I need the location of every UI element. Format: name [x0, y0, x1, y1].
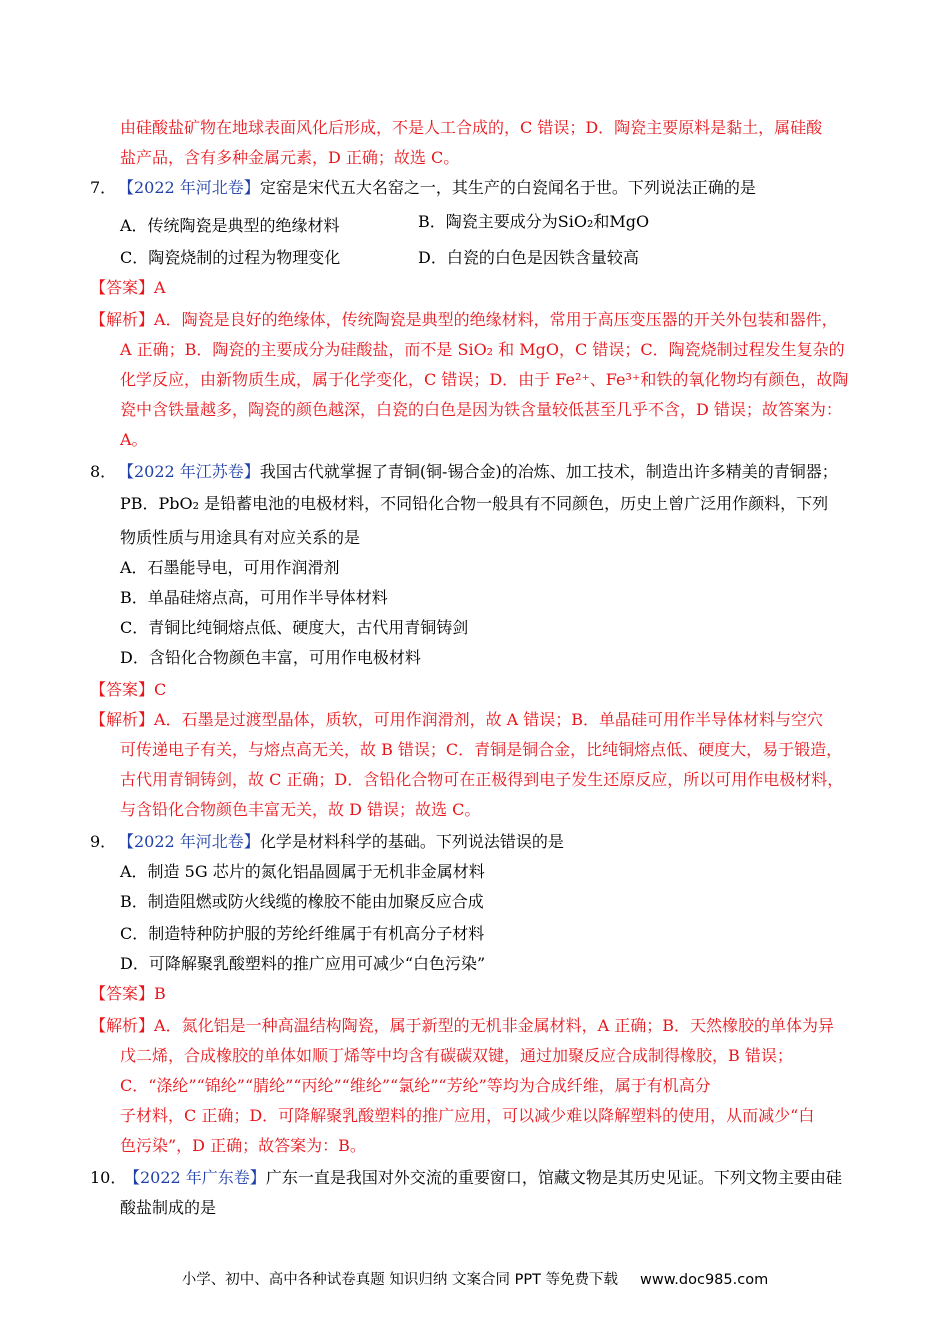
question-stem: 【2022 年河北卷】化学是材料科学的基础。下列说法错误的是	[118, 832, 564, 851]
option-b: B．单晶硅熔点高，可用作半导体材料	[120, 588, 388, 607]
explanation-line: 戊二烯，合成橡胶的单体如顺丁烯等中均含有碳碳双键，通过加聚反应合成制得橡胶，B 错误；	[120, 1046, 793, 1065]
page-footer	[0, 1268, 950, 1289]
explanation-line: 与含铅化合物颜色丰富无关，故 D 错误；故选 C。	[120, 800, 481, 819]
question-number: 9．	[90, 832, 117, 851]
question-stem: 【2022 年江苏卷】我国古代就掌握了青铜(铜-锡合金)的冶炼、加工技术，制造出许多精美的青铜器；	[118, 462, 838, 481]
question-stem-line: 物质性质与用途具有对应关系的是	[120, 528, 361, 547]
option-b: B．陶瓷主要成分为SiO₂和MgO	[418, 212, 650, 231]
footer-text: 小学、初中、高中各种试卷真题 知识归纳 文案合同 PPT 等免费下载	[181, 1272, 619, 1288]
prev-explanation-line: 盐产品，含有多种金属元素，D 正确；故选 C。	[120, 148, 460, 167]
option-d: D．白瓷的白色是因铁含量较高	[418, 248, 639, 267]
question-number: 7．	[90, 178, 117, 197]
question-stem: 【2022 年河北卷】定窑是宋代五大名窑之一，其生产的白瓷闻名于世。下列说法正确的是	[118, 178, 756, 197]
explanation-line: 古代用青铜铸剑，故 C 正确；D．含铅化合物可在正极得到电子发生还原反应，所以可用作电极材料，	[120, 770, 844, 789]
explanation-line: 可传递电子有关，与熔点高无关，故 B 错误；C．青铜是铜合金，比纯铜熔点低、硬度大，易于锻造，	[120, 740, 843, 759]
option-a: A．制造 5G 芯片的氮化铝晶圆属于无机非金属材料	[120, 862, 485, 881]
question-stem: 【2022 年广东卷】广东一直是我国对外交流的重要窗口，馆藏文物是其历史见证。下列文物主要由硅	[124, 1168, 842, 1187]
explanation-line: 化学反应，由新物质生成，属于化学变化，C 错误；D．由于 Fe²⁺、Fe³⁺和铁的氧化物均有颜色，故陶	[120, 370, 849, 389]
question-stem-line: 酸盐制成的是	[120, 1198, 217, 1217]
footer-url[interactable]: www.doc985.com	[640, 1272, 769, 1288]
explanation-line: 【解析】A．陶瓷是良好的绝缘体，传统陶瓷是典型的绝缘材料，常用于高压变压器的开关外包装和器件，	[90, 310, 838, 329]
answer: 【答案】A	[90, 278, 166, 297]
option-c: C．陶瓷烧制的过程为物理变化	[120, 248, 341, 267]
option-d: D．含铅化合物颜色丰富，可用作电极材料	[120, 648, 421, 667]
question-stem-line: PB．PbO₂ 是铅蓄电池的电极材料，不同铅化合物一般具有不同颜色，历史上曾广泛用作颜料，下列	[120, 494, 829, 513]
explanation-line: 【解析】A．石墨是过渡型晶体，质软，可用作润滑剂，故 A 错误；B．单晶硅可用作半导体材料与空穴	[90, 710, 824, 729]
explanation-line: A。	[120, 430, 148, 449]
option-c: C．青铜比纯铜熔点低、硬度大，古代用青铜铸剑	[120, 618, 469, 637]
prev-explanation-line: 由硅酸盐矿物在地球表面风化后形成，不是人工合成的，C 错误；D．陶瓷主要原料是黏土，属硅酸	[120, 118, 823, 137]
answer: 【答案】B	[90, 984, 166, 1003]
option-c: C．制造特种防护服的芳纶纤维属于有机高分子材料	[120, 924, 485, 943]
explanation-line: C．“涤纶”“锦纶”“腈纶”“丙纶”“维纶”“氯纶”“芳纶”等均为合成纤维，属于有机高分	[120, 1076, 711, 1095]
option-b: B．制造阻燃或防火线缆的橡胶不能由加聚反应合成	[120, 892, 484, 911]
option-a: A．传统陶瓷是典型的绝缘材料	[120, 216, 340, 235]
option-a: A．石墨能导电，可用作润滑剂	[120, 558, 340, 577]
explanation-line: 【解析】A．氮化铝是一种高温结构陶瓷，属于新型的无机非金属材料，A 正确；B．天然橡胶的单体为异	[90, 1016, 834, 1035]
question-source: 【2022 年河北卷】	[118, 832, 260, 851]
question-source: 【2022 年广东卷】	[124, 1168, 266, 1187]
question-source: 【2022 年江苏卷】	[118, 462, 260, 481]
explanation-line: 子材料，C 正确；D．可降解聚乳酸塑料的推广应用，可以减少难以降解塑料的使用，从而减少“白	[120, 1106, 815, 1125]
explanation-line: 色污染”，D 正确；故答案为：B。	[120, 1136, 366, 1155]
question-number: 10．	[90, 1168, 127, 1187]
question-source: 【2022 年河北卷】	[118, 178, 260, 197]
answer: 【答案】C	[90, 680, 167, 699]
question-number: 8．	[90, 462, 117, 481]
explanation-line: A 正确；B．陶瓷的主要成分为硅酸盐，而不是 SiO₂ 和 MgO，C 错误；C．陶瓷烧制过程发生复杂的	[120, 340, 845, 359]
explanation-line: 瓷中含铁量越多，陶瓷的颜色越深，白瓷的白色是因为铁含量较低甚至几乎不含，D 错误；故答案为：	[120, 400, 842, 419]
option-d: D．可降解聚乳酸塑料的推广应用可减少“白色污染”	[120, 954, 486, 973]
